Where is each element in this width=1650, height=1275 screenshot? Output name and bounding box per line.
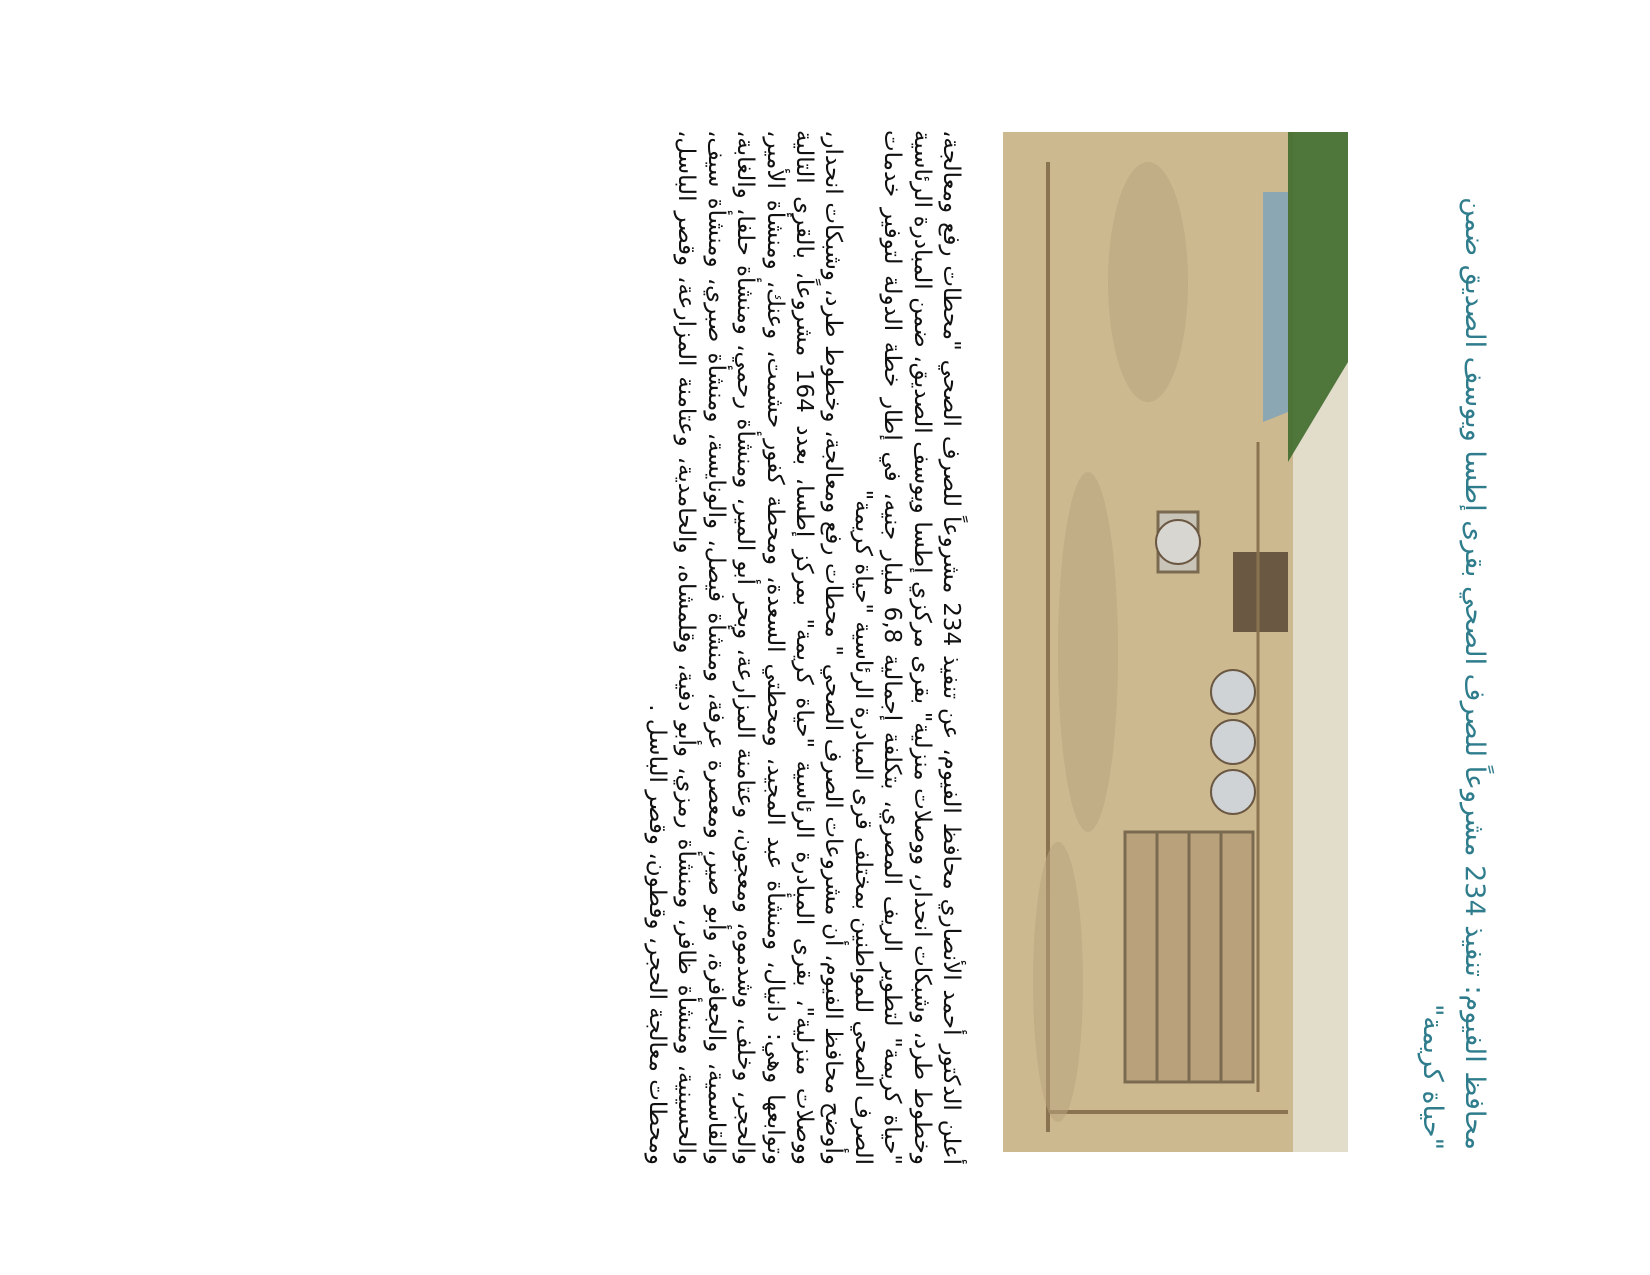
photo-tank — [1211, 670, 1255, 714]
article-paragraph: وأوضح محافظ الفيوم، أن مشروعات الصرف الصحي " محطات رفع ومعالجة، وخطوط طرد، وشبكات انحدار، ووصلات منزلية"، بقرى المبادرة الرئاسية "حياة كريمة" بمركز إطسا، بعدد 164 مشروعاً، بالقرى التالية وتوابعها وهي: دانيال، ومنشأة عبد المجيد، ومحطتي السعدة، ومحطة كفور حشمت، وعنك، ومنشأة الأمير، والحجر، وخلف، وشدموه، ومعجون، وعتامنة المزارعة، وبحر أبو المير، ومنشأة رحمي، ومنشأة حلفا، والغابة، والقاسمية، والجعافرة، وأبو صير، ومعصرة عرفة، ومنشأة فيصل، والونايسة، ومنشأة صبري، ومنشأة سيف، والحسينية، ومنشأة ظافر، ومنشأة رمزي، وأبو دفية، وقلمشاه، والحامدية، وعتامنة المزارعة، وقصر الباسل، ومحطات معالجة الحجر، وقطون، وقصر الباسل . — [643, 130, 847, 1166]
photo-drying-beds — [1125, 832, 1253, 1082]
article-photo — [1003, 132, 1348, 1152]
photo-tank — [1211, 770, 1255, 814]
photo-building — [1233, 552, 1288, 632]
article-body — [642, 130, 965, 1165]
photo-tank — [1211, 720, 1255, 764]
article-paragraph: أعلن الدكتور أحمد الأنصاري محافظ الفيوم، عن تنفيذ 234 مشروعاً للصرف الصحي "محطات رفع ومعالجة، وخطوط طرد، وشبكات انحدار، ووصلات منزلية" بقرى مركزي إطسا ويوسف الصديق، ضمن المبادرة الرئاسية "حياة كريمة" لتطوير الريف المصري، بتكلفة إجمالية 6,8 مليار جنيه، في إطار خطة الدولة لتوفير خدمات الصرف الصحي للمواطنين بمختلف قرى المبادرة الرئاسية "حياة كريمة" — [849, 130, 964, 1166]
headline: محافظ الفيوم: تنفيذ 234 مشروعاً للصرف الصحي بقرى إطسا ويوسف الصديق ضمن "حياة كريمة" — [1417, 197, 1490, 1150]
photo-channel — [1263, 192, 1288, 422]
aerial-photo-illustration — [1003, 132, 1348, 1152]
photo-tank — [1156, 520, 1200, 564]
